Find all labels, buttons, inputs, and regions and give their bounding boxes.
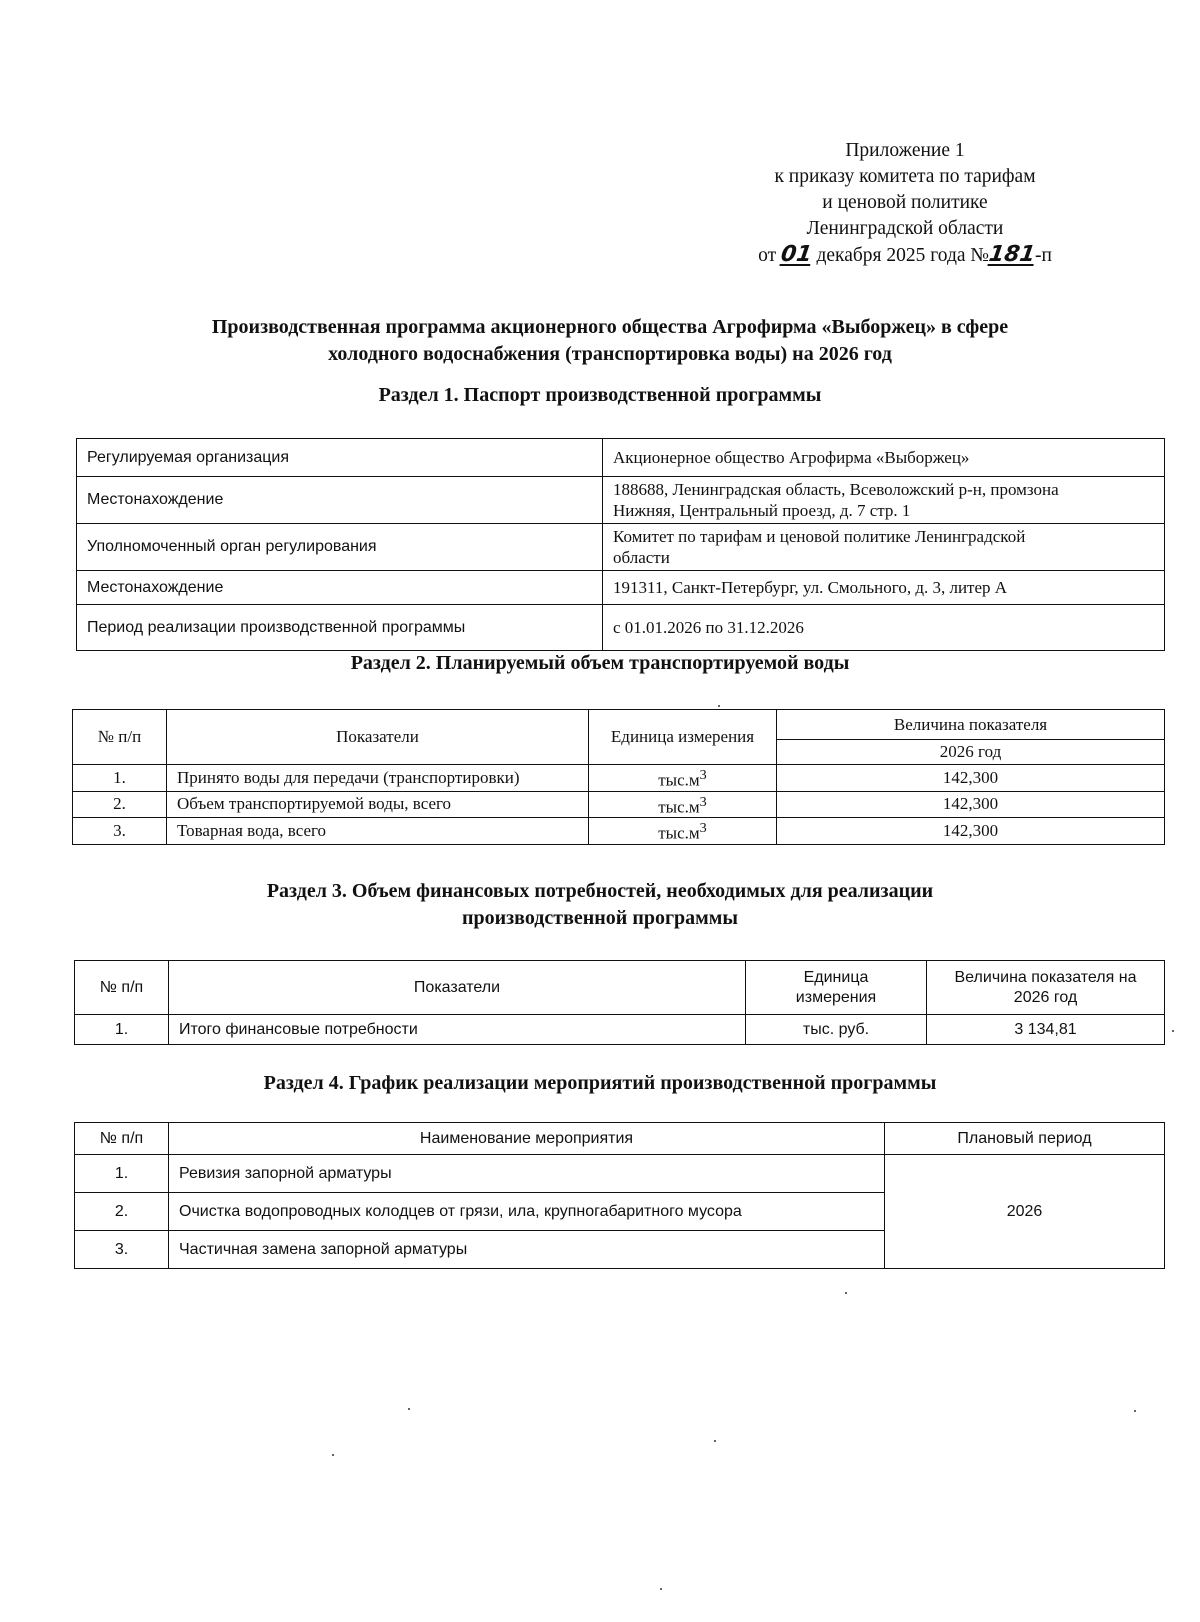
passport-value-line: с 01.01.2026 по 31.12.2026: [613, 618, 804, 637]
scan-speck: [408, 1408, 410, 1410]
row-indicator: Товарная вода, всего: [167, 818, 589, 845]
row-num: 1.: [75, 1015, 169, 1045]
section1-title: Раздел 1. Паспорт производственной программы: [378, 384, 822, 406]
header-unit: Единица измерения: [589, 710, 777, 765]
row-unit: [589, 818, 777, 845]
passport-value: [603, 439, 1165, 477]
table-row: [77, 571, 1165, 605]
table-row: [73, 818, 1165, 845]
passport-label: Уполномоченный орган регулирования: [77, 524, 603, 571]
passport-value: [603, 571, 1165, 605]
passport-value-line: Комитет по тарифам и ценовой политике Ленинградской: [613, 527, 1026, 546]
unit-text: тыс.м: [658, 823, 700, 843]
passport-value: [603, 605, 1165, 651]
row-indicator: Итого финансовые потребности: [169, 1015, 746, 1045]
row-unit: [589, 765, 777, 792]
unit-text: тыс.м: [658, 770, 700, 790]
scan-speck: [1172, 1030, 1174, 1032]
document-title: [110, 314, 1110, 368]
row-num: 1.: [75, 1155, 169, 1193]
passport-label: Местонахождение: [77, 571, 603, 605]
header-indicator: Показатели: [169, 961, 746, 1015]
row-activity-name: Частичная замена запорной арматуры: [169, 1231, 885, 1269]
unit-superscript: 3: [699, 820, 707, 837]
scan-speck: [332, 1454, 334, 1456]
passport-value-line: 188688, Ленинградская область, Всеволожский р-н, промзона: [613, 480, 1059, 499]
row-num: 2.: [73, 791, 167, 818]
row-activity-name: Очистка водопроводных колодцев от грязи, ила, крупногабаритного мусора: [169, 1193, 885, 1231]
date-middle: декабря 2025 года №: [816, 245, 990, 266]
planned-period: 2026: [885, 1155, 1165, 1269]
number-suffix: -п: [1034, 245, 1052, 266]
row-num: 2.: [75, 1193, 169, 1231]
row-value: 142,300: [777, 818, 1165, 845]
row-num: 3.: [75, 1231, 169, 1269]
section3-title: [60, 878, 1140, 932]
passport-label: Местонахождение: [77, 477, 603, 524]
header-value: Величина показателя: [777, 710, 1165, 740]
schedule-table: [74, 1122, 1165, 1269]
unit-superscript: 3: [699, 793, 707, 810]
header-num: № п/п: [75, 1123, 169, 1155]
passport-value: [603, 524, 1165, 571]
appendix-line: к приказу комитета по тарифам: [774, 166, 1036, 187]
header-value: [927, 961, 1165, 1015]
header-value-line: Величина показателя на: [954, 968, 1137, 986]
unit-text: тыс.м: [658, 797, 700, 817]
section3-title-line: производственной программы: [461, 907, 739, 929]
appendix-line: Приложение 1: [845, 140, 965, 161]
header-name: Наименование мероприятия: [169, 1123, 885, 1155]
table-row: [77, 605, 1165, 651]
passport-value-line: области: [613, 548, 670, 567]
row-value: 142,300: [777, 791, 1165, 818]
table-row: [73, 765, 1165, 792]
passport-value-line: 191311, Санкт-Петербург, ул. Смольного, д. 3, литер А: [613, 578, 1008, 597]
table-row: [73, 791, 1165, 818]
row-value: 142,300: [777, 765, 1165, 792]
table-row: [75, 1155, 1165, 1193]
row-num: 1.: [73, 765, 167, 792]
row-unit: [589, 791, 777, 818]
header-indicator: Показатели: [167, 710, 589, 765]
passport-value-line: Акционерное общество Агрофирма «Выборжец»: [613, 448, 970, 467]
header-unit-line: Единица: [803, 968, 869, 986]
document-title-line: холодного водоснабжения (транспортировка воды) на 2026 год: [328, 343, 892, 365]
header-value-line: 2026 год: [1013, 988, 1078, 1006]
handwritten-day: 01: [779, 242, 814, 267]
header-year: 2026 год: [777, 740, 1165, 765]
appendix-line: Ленинградской области: [806, 218, 1004, 239]
scan-speck: [660, 1588, 662, 1590]
row-num: 3.: [73, 818, 167, 845]
row-value: 3 134,81: [927, 1015, 1165, 1045]
passport-value: [603, 477, 1165, 524]
document-title-line: Производственная программа акционерного общества Агрофирма «Выборжец» в сфере: [211, 316, 1009, 338]
header-period: Плановый период: [885, 1123, 1165, 1155]
appendix-line: и ценовой политике: [822, 192, 988, 213]
scan-speck: [718, 705, 720, 707]
financial-needs-table: [74, 960, 1165, 1045]
header-unit-line: измерения: [795, 988, 877, 1006]
unit-superscript: 3: [699, 767, 707, 783]
water-volume-table: [72, 709, 1165, 845]
header-num: № п/п: [73, 710, 167, 765]
table-row: [77, 477, 1165, 524]
row-unit: тыс. руб.: [746, 1015, 927, 1045]
passport-label: Регулируемая организация: [77, 439, 603, 477]
date-prefix: от: [758, 245, 777, 266]
section3-title-line: Раздел 3. Объем финансовых потребностей, необходимых для реализации: [266, 880, 934, 902]
row-activity-name: Ревизия запорной арматуры: [169, 1155, 885, 1193]
handwritten-number: 181: [987, 242, 1037, 267]
row-indicator: Принято воды для передачи (транспортировки): [167, 765, 589, 792]
passport-table: [76, 438, 1165, 651]
appendix-date-line: [725, 242, 1085, 269]
table-row: [77, 524, 1165, 571]
passport-value-line: Нижняя, Центральный проезд, д. 7 стр. 1: [613, 501, 911, 520]
section4-title: Раздел 4. График реализации мероприятий производственной программы: [263, 1072, 937, 1094]
scan-speck: [1134, 1410, 1136, 1412]
header-num: № п/п: [75, 961, 169, 1015]
header-unit: [746, 961, 927, 1015]
table-row: [75, 1015, 1165, 1045]
scan-speck: [845, 1292, 847, 1294]
table-row: [77, 439, 1165, 477]
passport-label: Период реализации производственной программы: [77, 605, 603, 651]
section2-title: Раздел 2. Планируемый объем транспортируемой воды: [350, 652, 850, 674]
row-indicator: Объем транспортируемой воды, всего: [167, 791, 589, 818]
scan-speck: [714, 1440, 716, 1442]
appendix-header: [725, 138, 1085, 269]
